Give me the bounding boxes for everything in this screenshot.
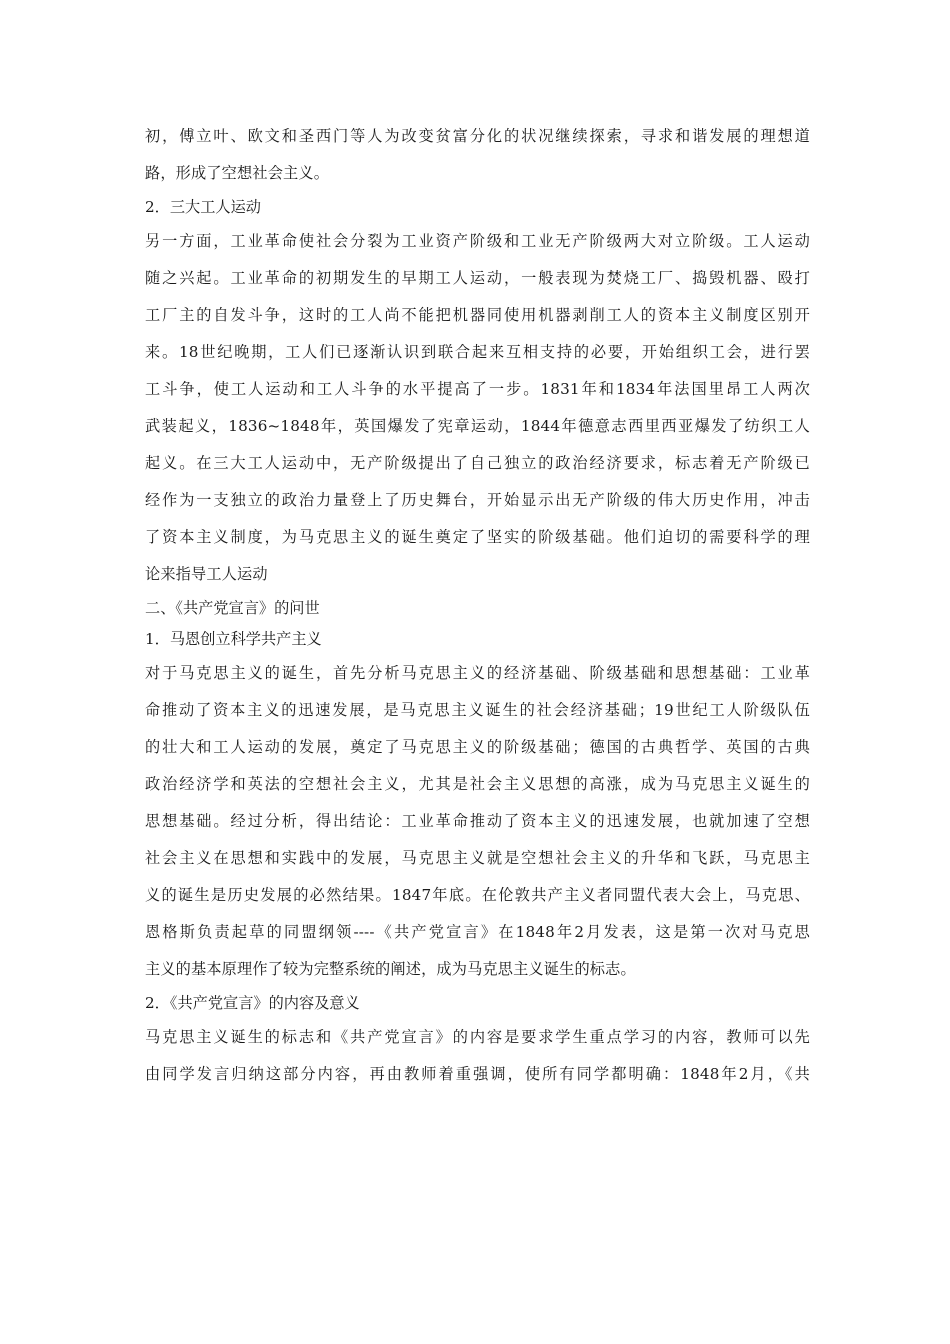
text-line: 武装起义，1836~1848年，英国爆发了宪章运动，1844年德意志西里西亚爆发了纺织工人 [145,417,810,435]
paragraph-manifesto-content [145,1019,810,1093]
subsection-heading-scientific-communism: 1．马恩创立科学共产主义 [145,630,322,648]
paragraph-workers-movements [145,223,810,593]
text-line: 工斗争，使工人运动和工人斗争的水平提高了一步。1831年和1834年法国里昂工人两次 [145,380,810,398]
text-line: 论来指导工人运动 [145,565,268,583]
text-line: 对于马克思主义的诞生，首先分析马克思主义的经济基础、阶级基础和思想基础：工业革 [145,664,810,682]
text-line: 来。18世纪晚期，工人们已逐渐认识到联合起来互相支持的必要，开始组织工会，进行罢 [145,343,810,361]
paragraph-utopian-socialism [145,118,810,192]
text-line: 经作为一支独立的政治力量登上了历史舞台，开始显示出无产阶级的伟大历史作用，冲击 [145,491,810,509]
paragraph-marxism-foundations [145,655,810,988]
text-line: 路，形成了空想社会主义。 [145,164,330,182]
text-line: 起义。在三大工人运动中，无产阶级提出了自己独立的政治经济要求，标志着无产阶级已 [145,454,810,472]
text-line: 政治经济学和英法的空想社会主义，尤其是社会主义思想的高涨，成为马克思主义诞生的 [145,775,810,793]
text-line: 由同学发言归纳这部分内容，再由教师着重强调，使所有同学都明确：1848年2月，《共 [145,1065,810,1083]
text-line: 主义的基本原理作了较为完整系统的阐述，成为马克思主义诞生的标志。 [145,960,636,978]
text-line: 了资本主义制度，为马克思主义的诞生奠定了坚实的阶级基础。他们迫切的需要科学的理 [145,528,810,546]
text-line: 思想基础。经过分析，得出结论：工业革命推动了资本主义的迅速发展，也就加速了空想 [145,812,810,830]
subsection-heading-manifesto-content: 2．《共产党宣言》的内容及意义 [145,994,360,1012]
document-body [145,118,810,1093]
text-line: 另一方面，工业革命使社会分裂为工业资产阶级和工业无产阶级两大对立阶级。工人运动 [145,232,810,250]
text-line: 的壮大和工人运动的发展，奠定了马克思主义的阶级基础；德国的古典哲学、英国的古典 [145,738,810,756]
text-line: 社会主义在思想和实践中的发展，马克思主义就是空想社会主义的升华和飞跃，马克思主 [145,849,810,867]
section-heading-manifesto: 二、《共产党宣言》的问世 [145,599,320,617]
text-line: 工厂主的自发斗争，这时的工人尚不能把机器同使用机器剥削工人的资本主义制度区别开 [145,306,810,324]
text-line: 恩格斯负责起草的同盟纲领----《共产党宣言》在1848年2月发表，这是第一次对马克思 [145,923,810,941]
text-line: 命推动了资本主义的迅速发展，是马克思主义诞生的社会经济基础；19世纪工人阶级队伍 [145,701,810,719]
text-line: 马克思主义诞生的标志和《共产党宣言》的内容是要求学生重点学习的内容，教师可以先 [145,1028,810,1046]
text-line: 义的诞生是历史发展的必然结果。1847年底。在伦敦共产主义者同盟代表大会上，马克思、 [145,886,810,904]
text-line: 初，傅立叶、欧文和圣西门等人为改变贫富分化的状况继续探索，寻求和谐发展的理想道 [145,127,810,145]
section-heading-three-workers-movements: 2．三大工人运动 [145,198,261,216]
text-line: 随之兴起。工业革命的初期发生的早期工人运动，一般表现为焚烧工厂、捣毁机器、殴打 [145,269,810,287]
